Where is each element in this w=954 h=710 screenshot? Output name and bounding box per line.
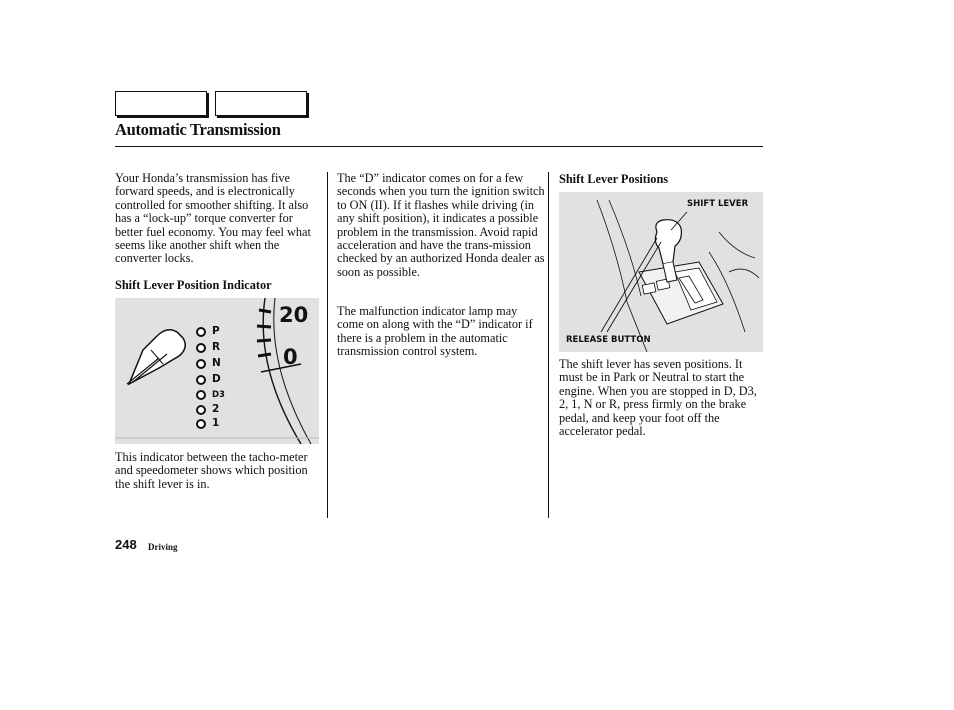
indicator-label-d3: D3 <box>212 390 225 400</box>
release-button-callout: RELEASE BUTTON <box>566 335 651 345</box>
column-divider-2 <box>548 172 549 518</box>
indicator-lamp-n <box>196 359 206 369</box>
indicator-label-p: P <box>212 325 220 337</box>
indicator-label-n: N <box>212 357 221 369</box>
gauge-number-lower: 0 <box>283 345 298 369</box>
title-divider <box>115 146 763 147</box>
section-name: Driving <box>148 542 178 552</box>
shift-lever-callout: SHIFT LEVER <box>687 199 749 209</box>
nav-box-index[interactable] <box>215 91 307 116</box>
malfunction-paragraph: The malfunction indicator lamp may come on along with the “D” indicator if there is a problem in the automatic transmission control system. <box>337 304 533 359</box>
indicator-label-r: R <box>212 341 221 353</box>
shift-lever-figure <box>559 192 763 352</box>
indicator-lamp-d3 <box>196 390 206 400</box>
d-indicator-paragraph: The “D” indicator comes on for a few seconds when you turn the ignition switch to ON (II). If it flashes while driving (in any shift position), it indicates a possible problem in the transmission. Avoid rapid acceleration and have the trans-mission checked by an authorized Honda dealer as soon as possible. <box>337 171 545 279</box>
indicator-lamp-p <box>196 327 206 337</box>
indicator-caption: This indicator between the tacho-meter and speedometer shows which position the shift lever is in. <box>115 450 308 491</box>
intro-paragraph: Your Honda’s transmission has five forward speeds, and is electronically controlled for smoother shifting. It also has a “lock-up” torque converter for better fuel economy. You may feel what seems like another shift when the converter locks. <box>115 171 311 266</box>
indicator-lamp-1 <box>196 419 206 429</box>
nav-box-contents[interactable] <box>115 91 207 116</box>
indicator-heading: Shift Lever Position Indicator <box>115 278 272 292</box>
shift-lever-knob <box>655 220 681 264</box>
indicator-label-1: 1 <box>212 417 220 429</box>
page-number: 248 <box>115 537 137 552</box>
shift-console-illustration <box>559 192 763 352</box>
indicator-lamp-r <box>196 343 206 353</box>
column-divider-1 <box>327 172 328 518</box>
indicator-lamp-d <box>196 375 206 385</box>
page-title: Automatic Transmission <box>115 120 281 139</box>
shift-positions-heading: Shift Lever Positions <box>559 172 669 186</box>
shift-indicator-figure <box>115 298 319 444</box>
indicator-label-d: D <box>212 373 221 385</box>
indicator-label-2: 2 <box>212 403 220 415</box>
shift-positions-paragraph: The shift lever has seven positions. It must be in Park or Neutral to start the engine. When you are stopped in D, D3, 2, 1, N or R, press firmly on the brake pedal, and keep your foot off the accelerator pedal. <box>559 357 757 439</box>
indicator-lamp-2 <box>196 405 206 415</box>
gauge-number-upper: 20 <box>279 303 309 327</box>
